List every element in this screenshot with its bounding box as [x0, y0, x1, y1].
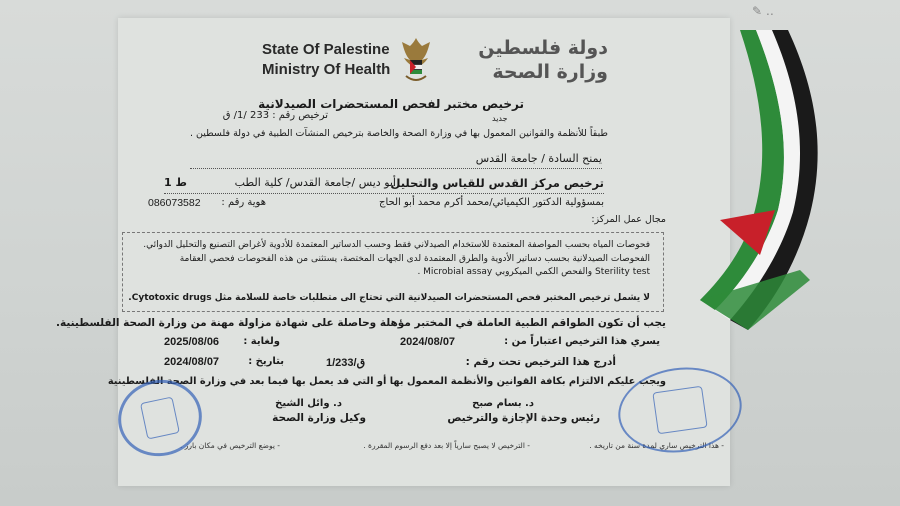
valid-from-label: يسري هذا الترخيص اعتباراً من : [504, 336, 660, 347]
valid-until-label: ولغاية : [243, 336, 280, 347]
footer-note-2: - الترخيص لا يصبح سارياً إلا بعد دفع الرسوم المقررة . [363, 441, 530, 450]
scope-label: مجال عمل المركز: [591, 214, 666, 225]
registered-date: 2024/08/07 [164, 356, 220, 368]
registered-number: 1/233/ق [326, 357, 366, 369]
scope-item: الفحوصات الصيدلانية بحسب دساتير الأدوية والطرق المعتمدة لدى الجهات المختصة، يستثنى من هذه الفحوصات فحصي العقامة [179, 254, 650, 264]
valid-until-date: 2025/08/06 [164, 336, 220, 348]
dotted-rule [190, 168, 602, 169]
id-number: 086073582 [148, 197, 201, 209]
header-arabic [458, 36, 608, 84]
license-title: ترخيص مختبر لفحص المستحضرات الصيدلانية [258, 97, 524, 111]
state-ar: دولة فلسطين [478, 37, 608, 59]
license-status: جديد [492, 114, 508, 123]
registered-date-label: بتاريخ : [248, 356, 284, 367]
grant-line: يمنح السادة / جامعة القدس [475, 152, 602, 165]
palestinian-flag-ribbon-icon [660, 30, 840, 370]
signatory-1-title: رئيس وحدة الإجازة والترخيص [447, 412, 600, 424]
scope-item: لا يشمل ترخيص المختبر فحص المستحضرات الصيدلانية التي تحتاج الى متطلبات خاصة للسلامة مثل Cytotoxic drugs. [128, 293, 650, 303]
entity-address: أبو ديس /جامعة القدس/ كلية الطب [234, 176, 396, 189]
ministry-en: Ministry Of Health [262, 61, 391, 78]
signatory-2-title: وكيل وزارة الصحة [272, 412, 366, 424]
scope-item: Sterility test والفحص الكمي الميكروبي Microbial assay . [417, 267, 650, 277]
license-number: ترخيص رقم : 233 /1/ ق [222, 110, 328, 121]
intro-text: طبقاً للأنظمة والقوانين المعمول بها في وزارة الصحة والخاصة بترخيص المنشآت الطبية في دولة فلسطين . [189, 128, 608, 139]
address-code: ط 1 [164, 176, 187, 189]
footer-note-1: - هذا الترخيص ساري لمدة سنة من تاريخه . [589, 441, 724, 450]
valid-from-date: 2024/08/07 [400, 336, 456, 348]
state-en: State Of Palestine [262, 41, 390, 58]
id-label: هوية رقم : [221, 197, 266, 208]
dotted-rule [164, 193, 604, 194]
signatory-2-name: د. وائل الشيخ [275, 398, 342, 409]
ministry-ar: وزارة الصحة [492, 61, 608, 83]
registered-label: أدرج هذا الترخيص تحت رقم : [465, 356, 616, 368]
signatory-1-name: د. بسام صبح [472, 398, 534, 409]
compliance-text: ويجب عليكم الالتزام بكافة القوانين والأنظمة المعمول بها أو التي قد يعمل بها فيما بعد في وزارة الصحة الفلسطينية [107, 376, 666, 387]
responsible-person: بمسؤولية الدكتور الكيميائي/محمد أكرم محمد أبو الحاج [379, 197, 604, 208]
scope-item: فحوصات المياه بحسب المواصفة المعتمدة للاستخدام الصيدلاني فقط وحسب الدساتير المعتمدة للأدوية لأغراض التصنيع والتحليل الدوائي. [143, 240, 650, 250]
palestine-eagle-emblem-icon [392, 34, 440, 88]
licensed-entity: ترخيص مركز القدس للقياس والتحليل [390, 176, 604, 190]
staff-requirement: يجب أن تكون الطواقم الطبية العاملة في المختبر مؤهلة وحاصلة على شهادة مزاولة مهنة من وزارة الصحة الفلسطينية. [56, 317, 666, 329]
scribble-mark: ✎ ‥ [752, 4, 774, 18]
footer-note-3: - يوضع الترخيص في مكان بارز . [180, 441, 280, 450]
header-english [262, 40, 390, 80]
